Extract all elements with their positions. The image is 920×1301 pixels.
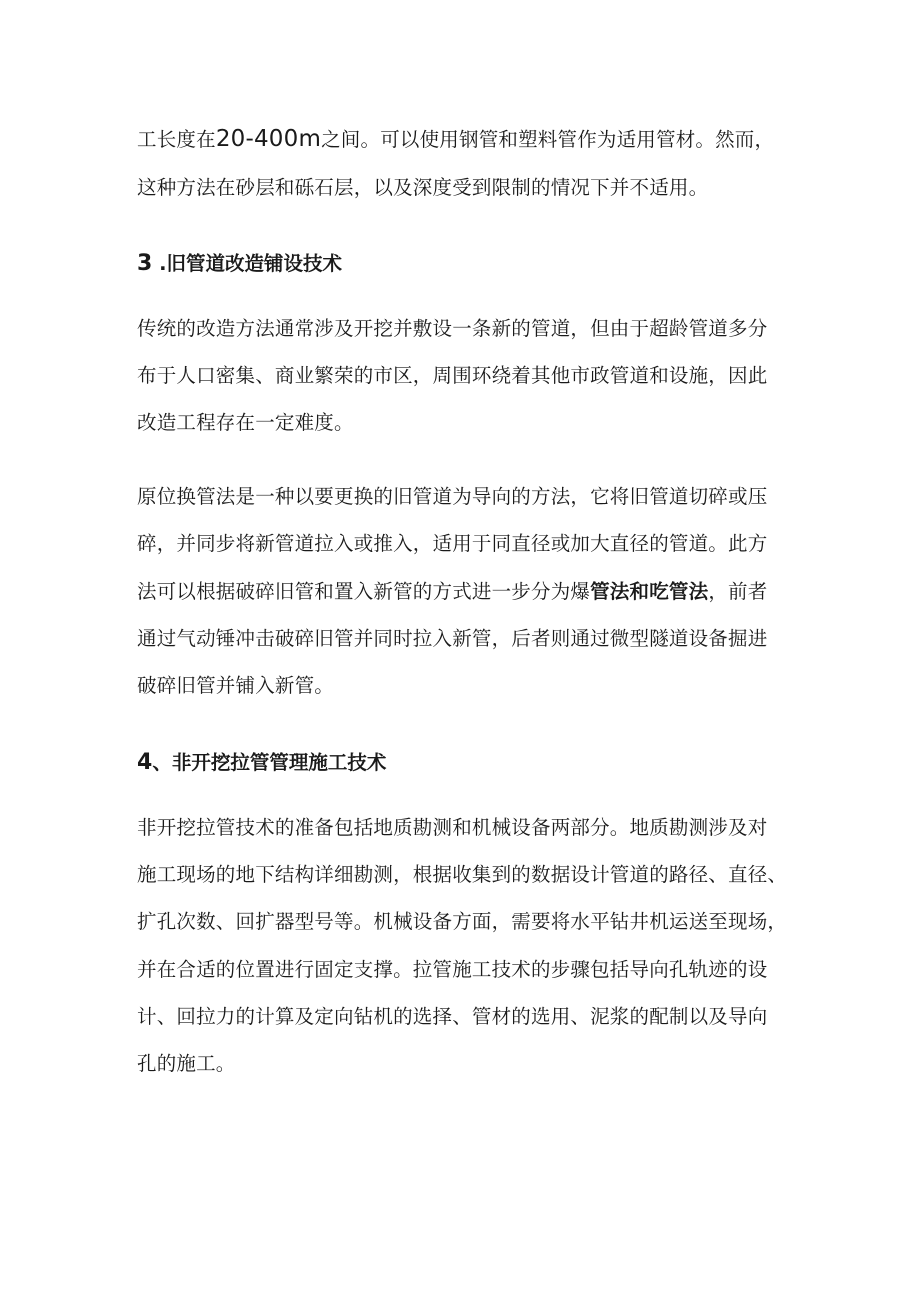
paragraph-4-line-2: 施工现场的地下结构详细勘测，根据收集到的数据设计管道的路径、直径、: [137, 863, 788, 886]
paragraph-3a-line-3: 改造工程存在一定难度。: [137, 411, 354, 434]
text-span: 工长度在: [137, 128, 216, 151]
paragraph-4-line-3: 扩孔次数、回扩器型号等。机械设备方面，需要将水平钻井机运送至现场，: [137, 910, 788, 933]
section-number: 4: [137, 750, 153, 775]
bold-term: 管法和吃管法: [590, 580, 709, 603]
paragraph-4-line-5: 计、回拉力的计算及定向钻机的选择、管材的选用、泥浆的配制以及导向: [137, 1005, 768, 1028]
text-span: ，前者: [708, 580, 768, 603]
section-heading-3: [137, 251, 342, 277]
paragraph-intro-line-1: [137, 126, 774, 153]
length-range: 20-400m: [215, 126, 322, 152]
section-number: 3: [137, 251, 153, 276]
paragraph-3b-line-5: 破碎旧管并铺入新管。: [137, 674, 335, 697]
paragraph-4-line-1: 非开挖拉管技术的准备包括地质勘测和机械设备两部分。地质勘测涉及对: [137, 816, 768, 839]
paragraph-3b-line-1: 原位换管法是一种以要更换的旧管道为导向的方法，它将旧管道切碎或压: [137, 485, 768, 508]
section-title: .旧管道改造铺设技术: [159, 252, 343, 275]
paragraph-4-line-6: 孔的施工。: [137, 1052, 236, 1075]
text-span: 法可以根据破碎旧管和置入新管的方式进一步分为爆: [137, 580, 591, 603]
section-heading-4: [137, 750, 386, 776]
text-span: 之间。可以使用钢管和塑料管作为适用管材。然而，: [321, 128, 775, 151]
paragraph-4-line-4: 并在合适的位置进行固定支撑。拉管施工技术的步骤包括导向孔轨迹的设: [137, 958, 768, 981]
paragraph-3b-line-4: 通过气动锤冲击破碎旧管并同时拉入新管，后者则通过微型隧道设备掘进: [137, 627, 768, 650]
paragraph-3a-line-2: 布于人口密集、商业繁荣的市区，周围环绕着其他市政管道和设施，因此: [137, 364, 768, 387]
section-title: 、非开挖拉管管理施工技术: [152, 751, 387, 774]
paragraph-3b-line-2: 碎，并同步将新管道拉入或推入，适用于同直径或加大直径的管道。此方: [137, 532, 768, 555]
paragraph-3b-line-3: [137, 579, 767, 605]
paragraph-intro-line-2: 这种方法在砂层和砾石层，以及深度受到限制的情况下并不适用。: [137, 176, 709, 199]
paragraph-3a-line-1: 传统的改造方法通常涉及开挖并敷设一条新的管道，但由于超龄管道多分: [137, 317, 768, 340]
